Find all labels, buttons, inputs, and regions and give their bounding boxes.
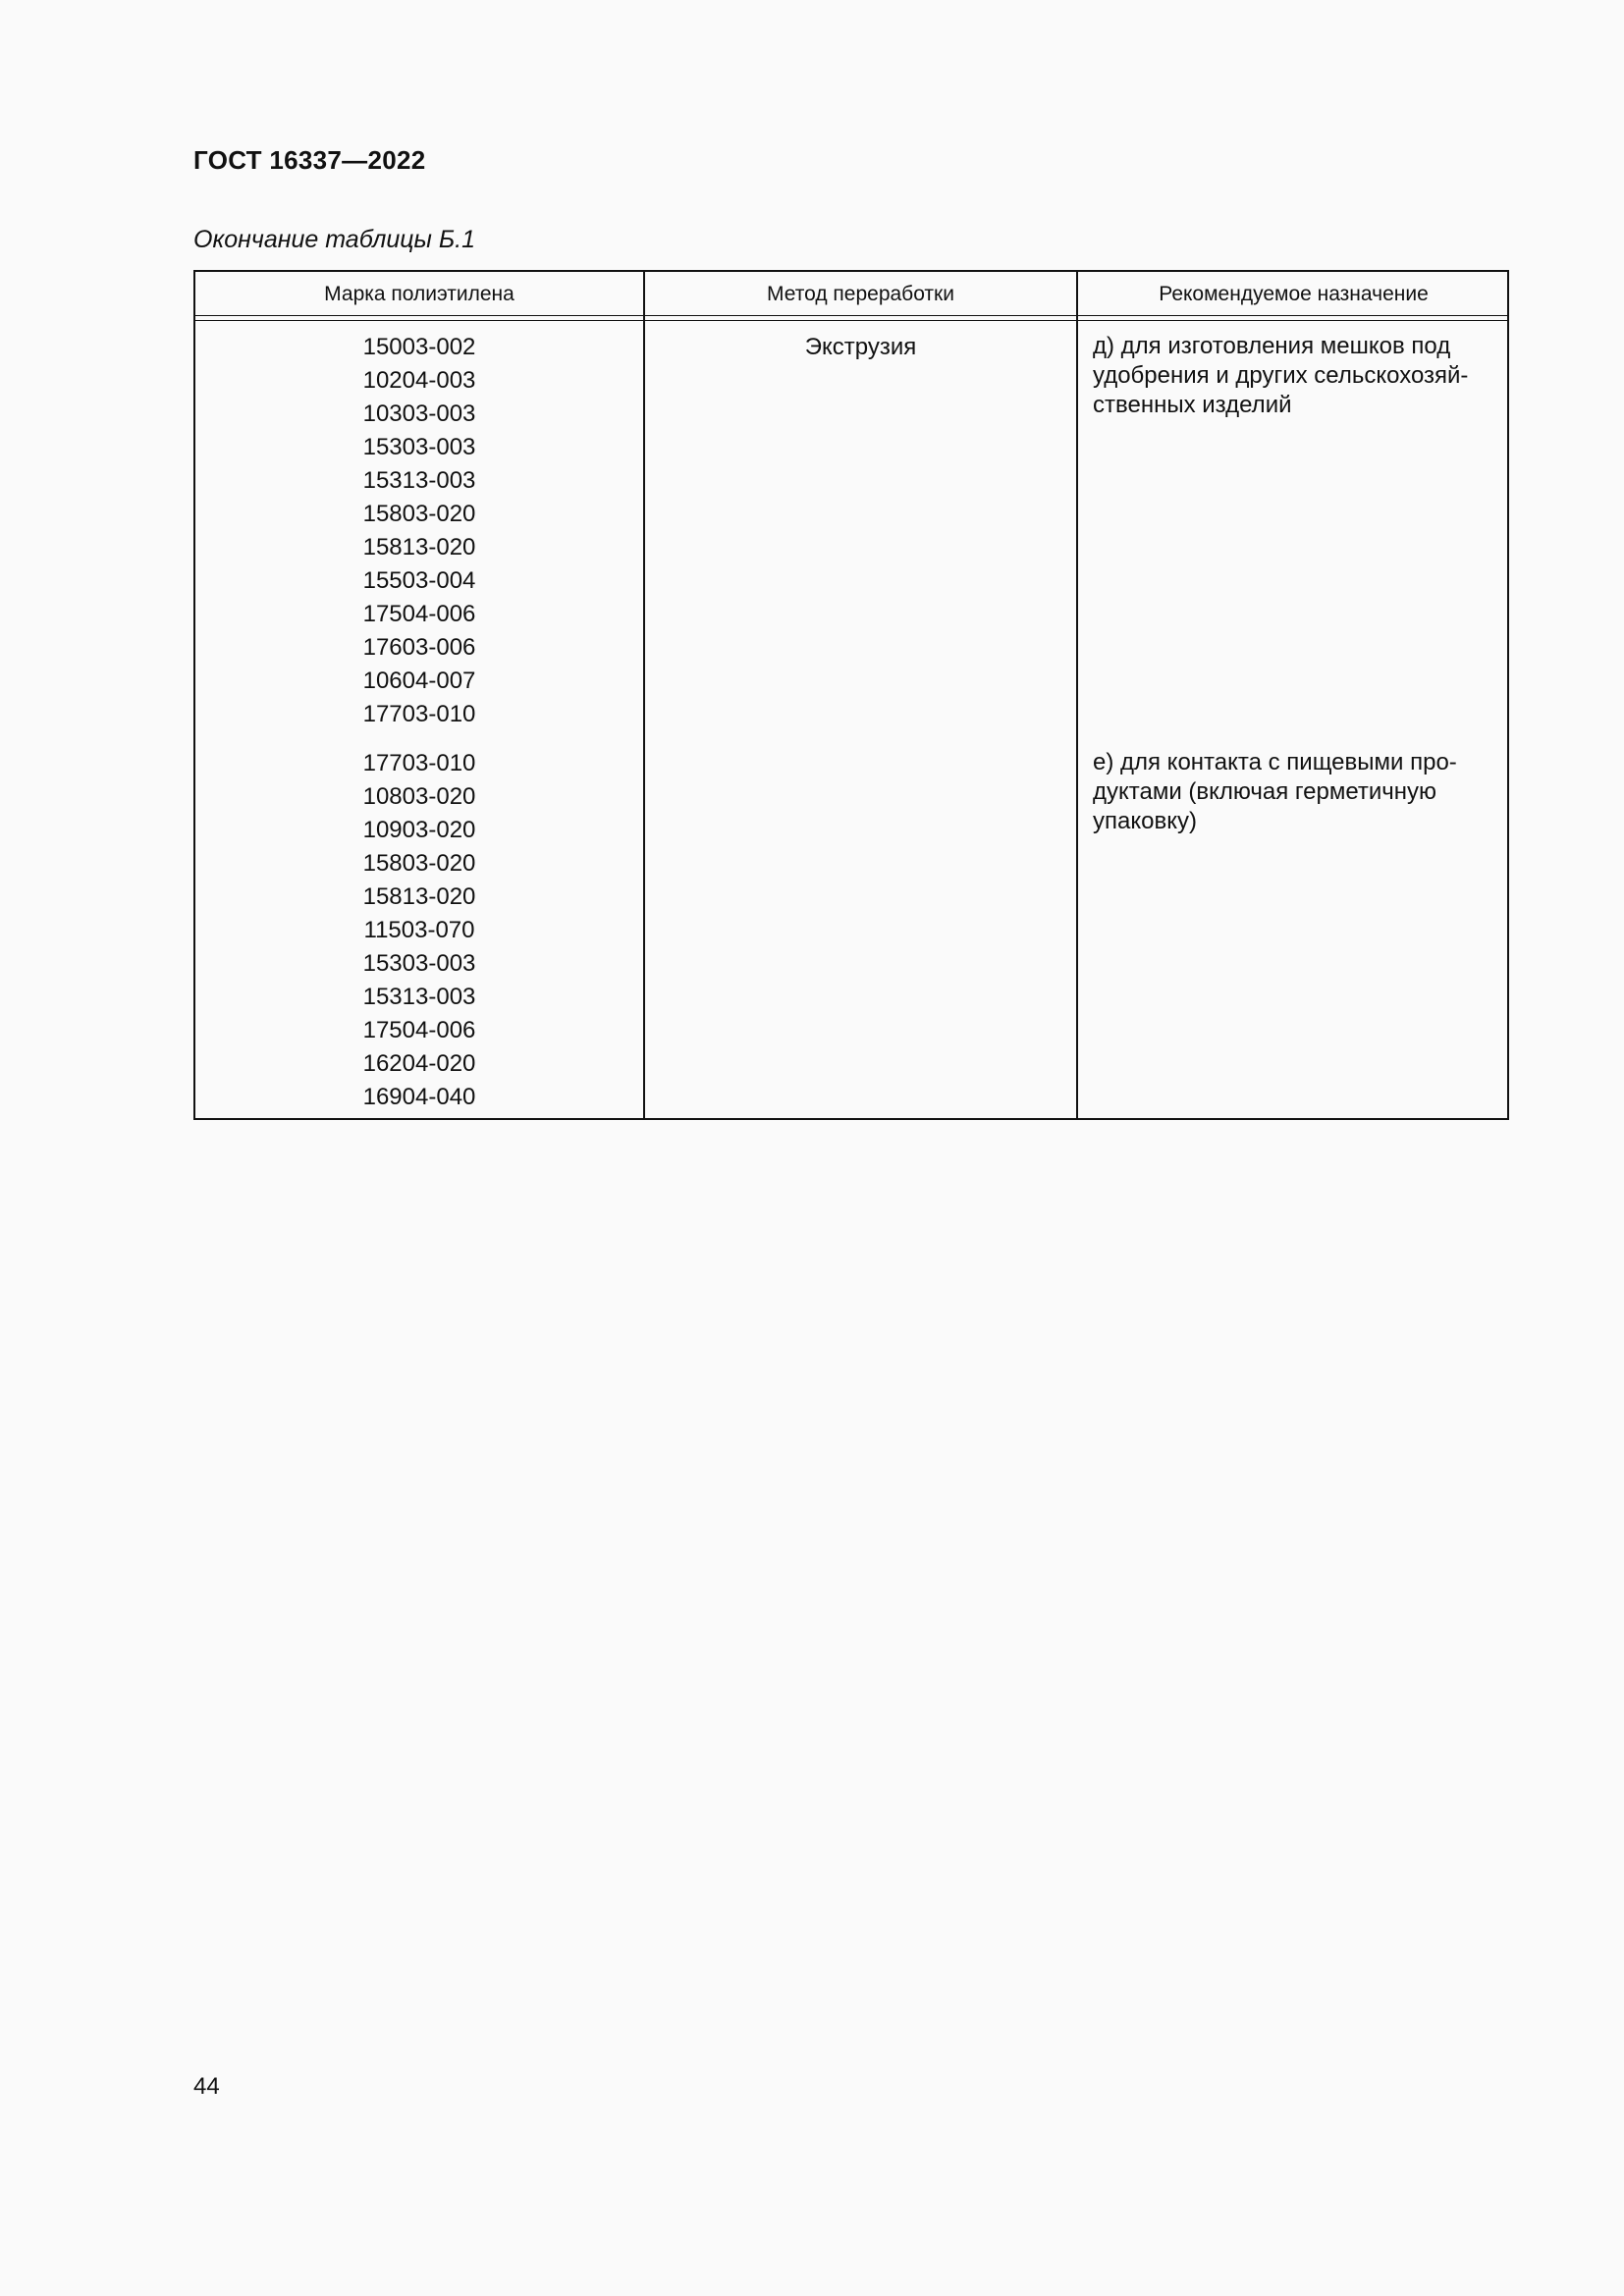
purpose-cell-e <box>1093 748 1495 836</box>
purpose-line: дуктами (включая герметичную <box>1093 778 1437 805</box>
grade-cell: 15813-020 <box>362 883 476 910</box>
header-divider <box>195 315 1507 316</box>
header-divider <box>195 320 1507 321</box>
grade-list-group-e <box>195 747 643 1114</box>
grade-cell: 15313-003 <box>362 984 476 1010</box>
grade-cell: 10604-007 <box>362 667 476 694</box>
purpose-cell-d <box>1093 332 1495 420</box>
grade-cell: 17703-010 <box>362 750 476 776</box>
column-header-method: Метод переработки <box>767 283 954 305</box>
purpose-line: д) для изготовления мешков под <box>1093 333 1451 359</box>
column-divider <box>643 272 645 1118</box>
grade-cell: 15003-002 <box>362 334 476 360</box>
purpose-line: е) для контакта с пищевыми про- <box>1093 749 1457 775</box>
purpose-line: удобрения и других сельскохозяй- <box>1093 362 1469 389</box>
table-caption: Окончание таблицы Б.1 <box>193 226 475 253</box>
column-header-purpose: Рекомендуемое назначение <box>1159 283 1429 305</box>
purpose-line: упаковку) <box>1093 808 1197 834</box>
page-number: 44 <box>193 2073 220 2100</box>
method-cell: Экструзия <box>804 334 917 360</box>
grade-cell: 10204-003 <box>362 367 476 394</box>
grade-cell: 17504-006 <box>362 601 476 627</box>
grade-cell: 15303-003 <box>362 950 476 977</box>
grade-cell: 10303-003 <box>362 400 476 427</box>
grade-cell: 15503-004 <box>362 567 476 594</box>
grade-cell: 15303-003 <box>362 434 476 460</box>
grade-cell: 15803-020 <box>362 850 476 877</box>
purpose-line: ственных изделий <box>1093 392 1292 418</box>
grade-cell: 16904-040 <box>362 1084 476 1110</box>
column-divider <box>1076 272 1078 1118</box>
grade-cell: 11503-070 <box>363 917 475 943</box>
grades-table <box>193 270 1509 1120</box>
grade-list-group-d <box>195 331 643 731</box>
grade-cell: 17703-010 <box>362 701 476 727</box>
grade-cell: 10803-020 <box>362 783 476 810</box>
grade-cell: 17504-006 <box>362 1017 476 1043</box>
grade-cell: 15813-020 <box>362 534 476 561</box>
grade-cell: 16204-020 <box>362 1050 476 1077</box>
grade-cell: 10903-020 <box>362 817 476 843</box>
document-header: ГОСТ 16337—2022 <box>193 145 426 175</box>
grade-cell: 17603-006 <box>362 634 476 661</box>
grade-cell: 15313-003 <box>362 467 476 494</box>
column-header-grade: Марка полиэтилена <box>324 283 514 305</box>
grade-cell: 15803-020 <box>362 501 476 527</box>
